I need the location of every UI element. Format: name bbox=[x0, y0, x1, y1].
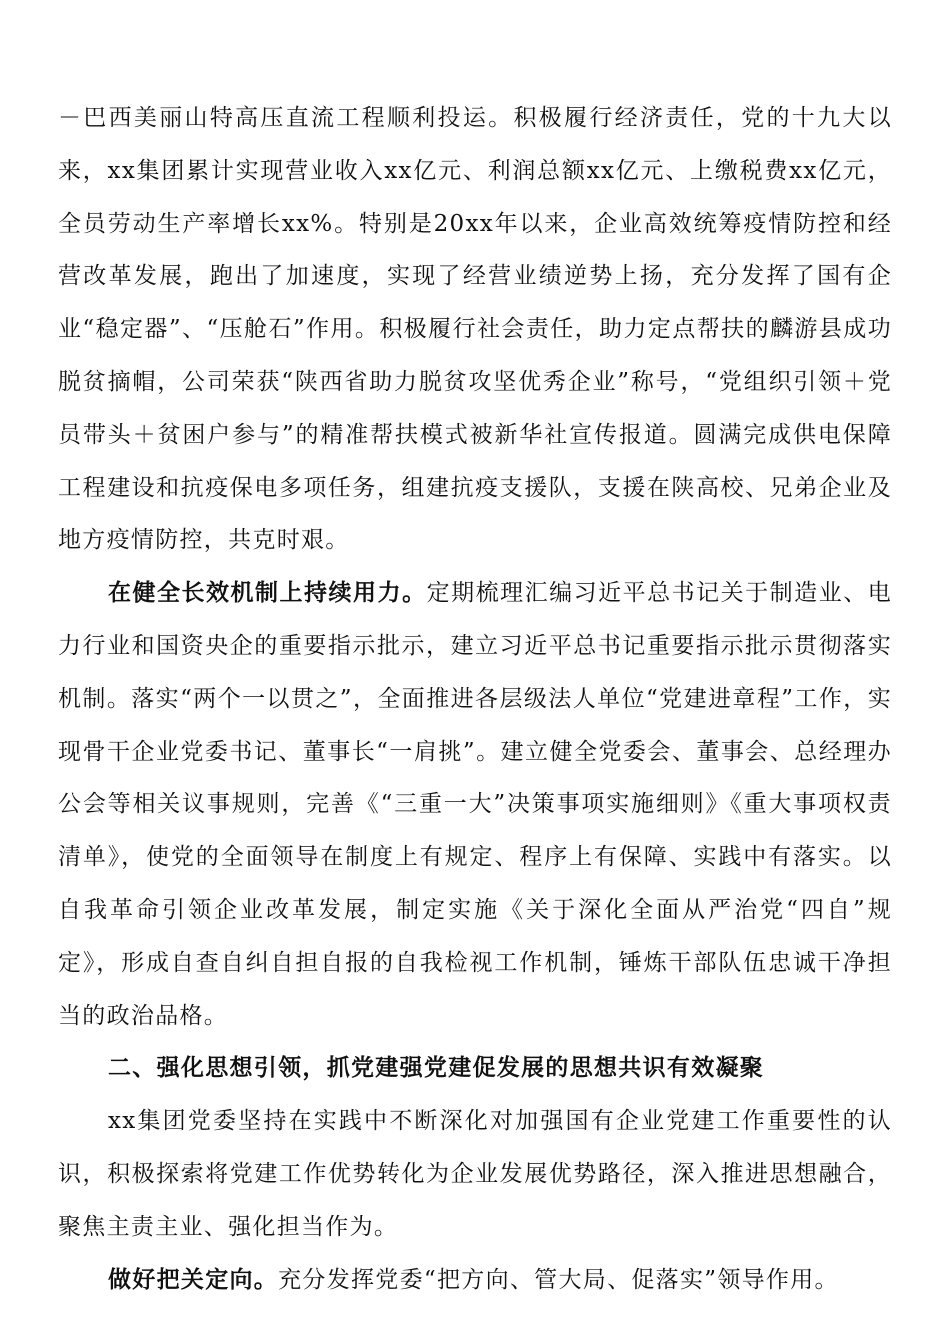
body-paragraph-economic-social-responsibility: －巴西美丽山特高压直流工程顺利投运。积极履行经济责任，党的十九大以来，xx集团累计实现营业收入xx亿元、利润总额xx亿元、上缴税费xx亿元，全员劳动生产率增长xx%。特别是20xx年以来，企业高效统筹疫情防控和经营改革发展，跑出了加速度，实现了经营业绩逆势上扬，充分发挥了国有企业“稳定器”、“压舱石”作用。积极履行社会责任，助力定点帮扶的麟游县成功脱贫摘帽，公司荣获“陕西省助力脱贫攻坚优秀企业”称号，“党组织引领＋党员带头＋贫困户参与”的精准帮扶模式被新华社宣传报道。圆满完成供电保障工程建设和抗疫保电多项任务，组建抗疫支援队，支援在陕高校、兄弟企业及地方疫情防控，共克时艰。 bbox=[58, 105, 892, 554]
body-paragraph-party-committee-practice: xx集团党委坚持在实践中不断深化对加强国有企业党建工作重要性的认识，积极探索将党建工作优势转化为企业发展优势路径，深入推进思想融合，聚焦主责主业、强化担当作为。 bbox=[58, 1108, 892, 1240]
section-heading-ideological-guidance: 二、强化思想引领，抓党建强党建促发展的思想共识有效凝聚 bbox=[108, 1055, 765, 1082]
paragraph-body-direction-setting: 充分发挥党委“把方向、管大局、促落实”领导作用。 bbox=[278, 1266, 839, 1293]
body-paragraph-long-term-mechanism bbox=[58, 567, 892, 1042]
body-paragraph-direction-setting bbox=[58, 1254, 892, 1307]
paragraph-body-long-term-mechanism: 定期梳理汇编习近平总书记关于制造业、电力行业和国资央企的重要指示批示，建立习近平总书记重要指示批示贯彻落实机制。落实“两个一以贯之”，全面推进各层级法人单位“党建进章程”工作，实现骨干企业党委书记、董事长“一肩挑”。建立健全党委会、董事会、总经理办公会等相关议事规则，完善《“三重一大”决策事项实施细则》《重大事项权责清单》，使党的全面领导在制度上有规定、程序上有保障、实践中有落实。以自我革命引领企业改革发展，制定实施《关于深化全面从严治党“四自”规定》，形成自查自纠自担自报的自我检视工作机制，锤炼干部队伍忠诚干净担当的政治品格。 bbox=[58, 580, 893, 1029]
paragraph-lead-direction-setting: 做好把关定向。 bbox=[108, 1265, 279, 1293]
paragraph-lead-long-term-mechanism: 在健全长效机制上持续用力。 bbox=[108, 579, 427, 607]
